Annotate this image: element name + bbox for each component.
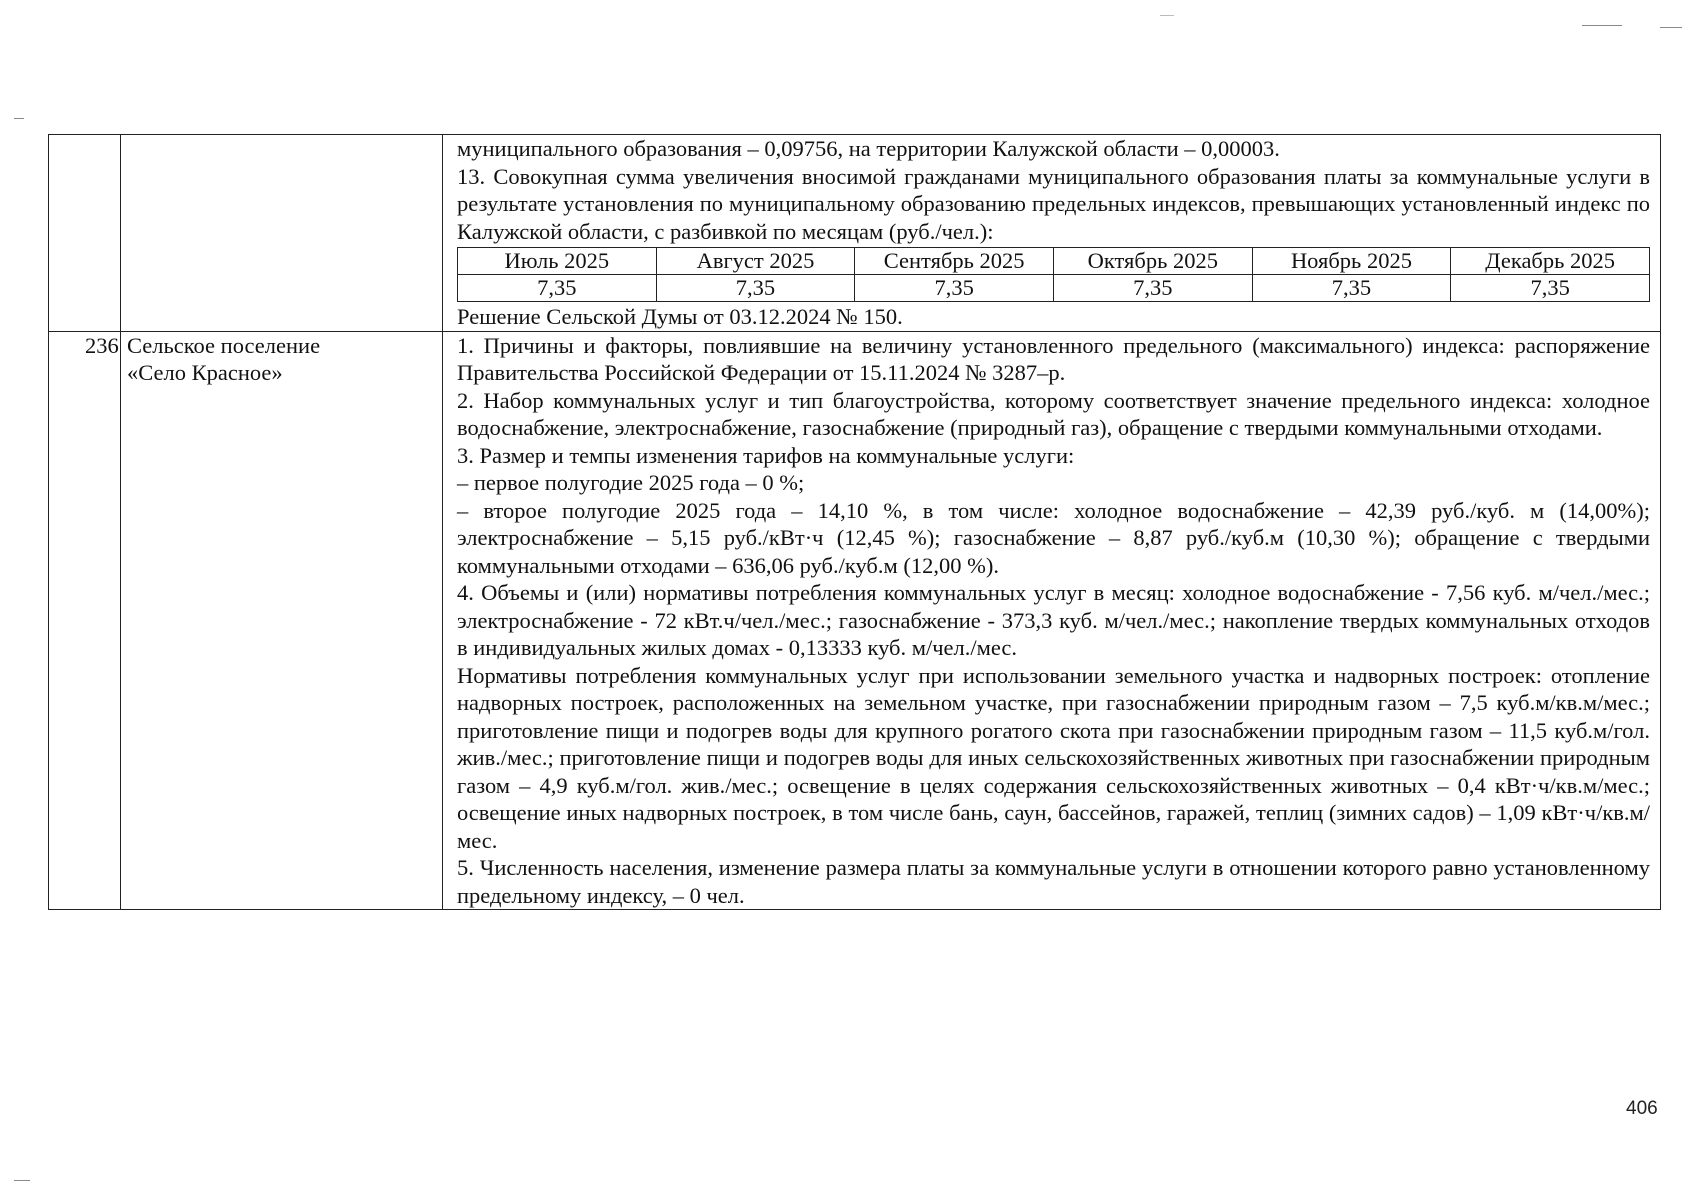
- table-row-236: [49, 331, 1661, 910]
- paragraph-3b: – второе полугодие 2025 года – 14,10 %, в том числе: холодное водоснабжение – 42,39 руб./куб. м (14,00%); электроснабжение – 5,15 руб./кВт·ч (12,45 %); газоснабжение – 8,87 руб./куб.м (10,30 %); обращение с твердыми коммунальными отходами – 636,06 руб./куб.м (12,00 %).: [457, 497, 1650, 578]
- month-value: 7,35: [656, 275, 855, 302]
- info-cell: [443, 331, 1661, 910]
- month-value: 7,35: [1252, 275, 1451, 302]
- month-value: 7,35: [1053, 275, 1252, 302]
- paragraph-5: 5. Численность населения, изменение размера платы за коммунальные услуги в отношении которого равно установленному предельному индексу, – 0 чел.: [457, 855, 1650, 908]
- paragraph-3: 3. Размер и темпы изменения тарифов на коммунальные услуги:: [457, 442, 1075, 468]
- scan-artifact: [14, 118, 24, 119]
- month-header: Декабрь 2025: [1451, 248, 1650, 275]
- month-header-row: [458, 248, 1650, 275]
- row-number-cell: [49, 135, 121, 332]
- month-header: Август 2025: [656, 248, 855, 275]
- tariff-table: [48, 134, 1661, 910]
- paragraph-3a: – первое полугодие 2025 года – 0 %;: [457, 470, 805, 495]
- page-number: 406: [1626, 1098, 1658, 1119]
- paragraph-4: 4. Объемы и (или) нормативы потребления коммунальных услуг в месяц: холодное водоснабжение - 7,56 куб. м/чел./мес.; электроснабжение - 72 кВт.ч/чел./мес.; газоснабжение - 373,3 куб. м/чел./мес.; накопление твердых коммунальных отходов в индивидуальных жилых домах - 0,13333 куб. м/чел./мес.: [457, 580, 1650, 660]
- month-value: 7,35: [855, 275, 1054, 302]
- monthly-increase-table: [457, 247, 1650, 302]
- municipality-title: «Село Красное»: [127, 360, 283, 385]
- paragraph-2: 2. Набор коммунальных услуг и тип благоустройства, которому соответствует значение предельного индекса: холодное водоснабжение, электроснабжение, газоснабжение (природный газ), обращение с твердыми коммунальными отходами.: [457, 387, 1650, 440]
- scan-artifact: [14, 1180, 30, 1181]
- month-value-row: [458, 275, 1650, 302]
- row-number: 236: [49, 331, 121, 910]
- continuation-text: муниципального образования – 0,09756, на территории Калужской области – 0,00003.: [457, 136, 1280, 161]
- paragraph-4-norms: Нормативы потребления коммунальных услуг при использовании земельного участка и надворных построек: отопление надворных построек, расположенных на земельном участке, при газоснабжении природным газом – 7,5 куб.м/кв.м/мес.; приготовление пищи и подогрев воды для крупного рогатого скота при газоснабжении природным газом – 11,5 куб.м/гол. жив./мес.; приготовление пищи и подогрев воды для иных сельскохозяйственных животных при газоснабжении природным газом – 4,9 куб.м/гол. жив./мес.; освещение в целях содержания сельскохозяйственных животных – 0,4 кВт·ч/кв.м/мес.; освещение иных надворных построек, в том числе бань, саун, бассейнов, гаражей, теплиц (зимних садов) – 1,09 кВт·ч/кв.м/мес.: [457, 662, 1650, 853]
- municipality-cell: [121, 135, 443, 332]
- table-row-continuation: [49, 135, 1661, 332]
- month-header: Сентябрь 2025: [855, 248, 1054, 275]
- month-header: Ноябрь 2025: [1252, 248, 1451, 275]
- scan-artifact: [1582, 25, 1622, 26]
- item-13-text: 13. Совокупная сумма увеличения вносимой гражданами муниципального образования платы за коммунальные услуги в результате установления по муниципальному образованию предельных индексов, превышающих установленный индекс по Калужской области, с разбивкой по месяцам (руб./чел.):: [457, 163, 1650, 244]
- month-header: Июль 2025: [458, 248, 657, 275]
- month-value: 7,35: [1451, 275, 1650, 302]
- month-header: Октябрь 2025: [1053, 248, 1252, 275]
- scan-artifact: [1160, 15, 1174, 16]
- month-value: 7,35: [458, 275, 657, 302]
- municipality-name: [121, 331, 443, 910]
- info-cell: [443, 135, 1661, 332]
- scan-artifact: [1660, 27, 1682, 28]
- decision-text: Решение Сельской Думы от 03.12.2024 № 150.: [457, 304, 903, 329]
- municipality-type: Сельское поселение: [127, 332, 321, 358]
- paragraph-1: 1. Причины и факторы, повлиявшие на величину установленного предельного (максимального) индекса: распоряжение Правительства Российской Федерации от 15.11.2024 № 3287–р.: [457, 332, 1650, 385]
